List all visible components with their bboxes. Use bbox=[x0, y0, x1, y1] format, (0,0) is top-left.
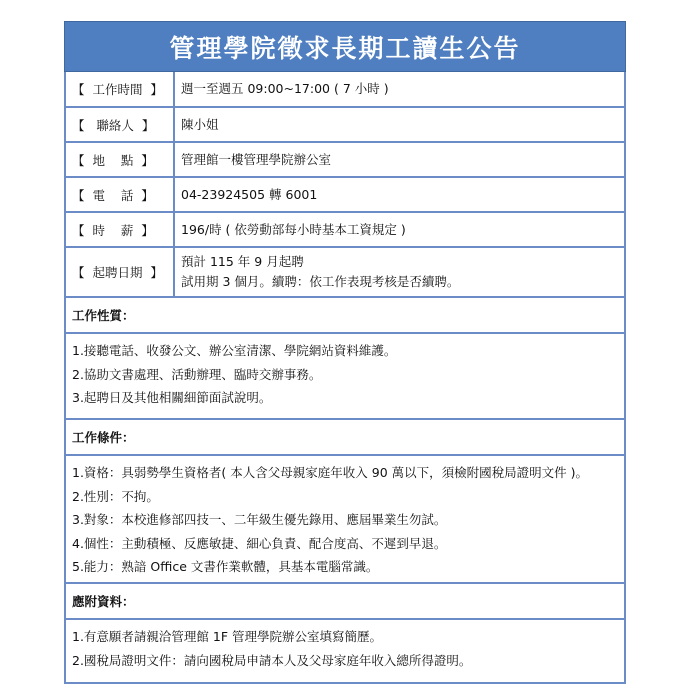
section-heading-job-nature: 工作性質： bbox=[66, 298, 624, 334]
info-value bbox=[175, 213, 624, 246]
info-label: 【 工作時間 】 bbox=[66, 72, 175, 106]
info-value-text: 管理館一樓管理學院辦公室 bbox=[181, 151, 332, 167]
section-heading-attachments: 應附資料： bbox=[66, 584, 624, 620]
info-row-phone bbox=[66, 178, 624, 213]
info-row-hours bbox=[66, 72, 624, 108]
info-value-text: 陳小姐 bbox=[181, 116, 219, 132]
info-label: 【 聯絡人 】 bbox=[66, 108, 175, 141]
list-item: 1.資格：具弱勢學生資格者( 本人含父母親家庭年收入 90 萬以下，須檢附國稅局證明文件 )。 bbox=[72, 465, 588, 480]
list-item: 3.對象：本校進修部四技一、二年級生優先錄用、應屆畢業生勿試。 bbox=[72, 512, 447, 527]
info-value-text: 試用期 3 個月。續聘：依工作表現考核是否續聘。 bbox=[181, 274, 460, 289]
list-item: 2.協助文書處理、活動辦理、臨時交辦事務。 bbox=[72, 366, 322, 382]
info-value bbox=[175, 72, 624, 106]
info-row-location bbox=[66, 143, 624, 178]
info-label: 【 時 薪 】 bbox=[66, 213, 175, 246]
announcement-table bbox=[64, 72, 626, 684]
list-item: 5.能力：熟諳 Office 文書作業軟體，具基本電腦常識。 bbox=[72, 559, 379, 574]
section-body-job-nature bbox=[66, 334, 624, 420]
list-item: 2.國稅局證明文件：請向國稅局申請本人及父母家庭年收入總所得證明。 bbox=[72, 652, 472, 668]
info-value bbox=[175, 248, 624, 296]
list-item: 3.起聘日及其他相關細節面試說明。 bbox=[72, 390, 272, 405]
list-item: 4.個性：主動積極、反應敏捷、細心負責、配合度高、不遲到早退。 bbox=[72, 535, 447, 551]
list-item: 1.有意願者請親洽管理館 1F 管理學院辦公室填寫簡歷。 bbox=[72, 629, 383, 644]
info-row-start-date bbox=[66, 248, 624, 298]
announcement-title: 管理學院徵求長期工讀生公告 bbox=[64, 21, 626, 72]
section-heading-conditions: 工作條件： bbox=[66, 420, 624, 456]
info-label: 【 地 點 】 bbox=[66, 143, 175, 176]
section-body-conditions bbox=[66, 456, 624, 584]
list-item: 1.接聽電話、收發公文、辦公室清潔、學院網站資料維護。 bbox=[72, 343, 397, 358]
info-value bbox=[175, 178, 624, 211]
info-label: 【 起聘日期 】 bbox=[66, 248, 175, 296]
info-value-text: 預計 115 年 9 月起聘 bbox=[181, 254, 304, 269]
info-value-text: 04-23924505 轉 6001 bbox=[181, 186, 318, 202]
info-value-text: 196/時 ( 依勞動部每小時基本工資規定 ) bbox=[181, 221, 406, 237]
section-body-attachments bbox=[66, 620, 624, 682]
info-label: 【 電 話 】 bbox=[66, 178, 175, 211]
info-row-contact bbox=[66, 108, 624, 143]
announcement-sheet bbox=[64, 21, 626, 684]
info-value-text: 週一至週五 09:00~17:00 ( 7 小時 ) bbox=[181, 81, 389, 96]
info-value bbox=[175, 143, 624, 176]
info-row-wage bbox=[66, 213, 624, 248]
info-value bbox=[175, 108, 624, 141]
list-item: 2.性別：不拘。 bbox=[72, 488, 159, 504]
